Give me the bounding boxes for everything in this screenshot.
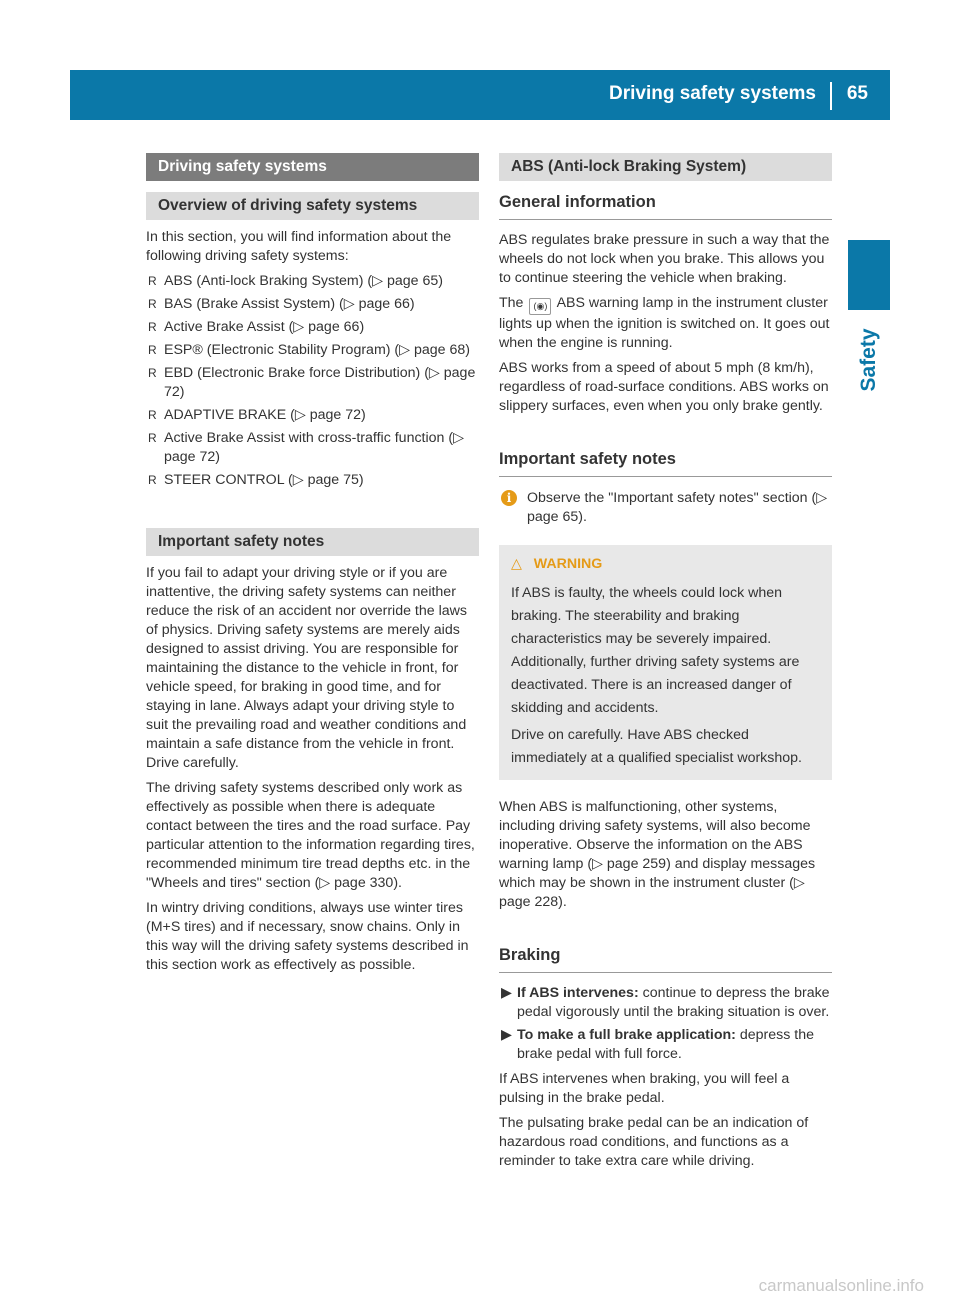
warning-paragraph: Drive on carefully. Have ABS checked immediately at a qualified specialist workshop. [511,727,802,766]
page-header [70,70,890,120]
header-title: Driving safety systems [609,83,816,104]
list-item: R Active Brake Assist with cross-traffic function (▷ page 72) [148,430,465,465]
general-paragraph: ABS works from a speed of about 5 mph (8 km/h), regardless of road-surface conditions. ABS works on slippery surfaces, even when you only brake gently. [499,360,829,414]
bullet-r-icon: R [148,431,157,445]
info-icon: i [501,490,517,506]
important-paragraph: The driving safety systems described only work as effectively as possible when there is adequate contact between the tires and the road surface. Pay particular attention to the information regarding tires, recommended minimum tire tread depths etc. in the "Wheels and tires" section (▷ page 330). [146,780,475,891]
bullet-r-icon: R [148,274,157,288]
systems-list [146,272,479,490]
bullet-r-icon: R [148,473,157,487]
watermark: carmanualsonline.info [758,1276,924,1295]
right-column [499,153,832,1177]
list-item: R EBD (Electronic Brake force Distribution) (▷ page 72) [148,365,476,400]
overview-bar: Overview of driving safety systems [146,192,479,220]
bullet-r-icon: R [148,408,157,422]
warning-header: △ WARNING [511,556,603,572]
important-bar: Important safety notes [146,528,479,556]
warning-triangle-icon: △ [511,556,522,572]
bullet-r-icon: R [148,297,157,311]
braking-paragraph: The pulsating brake pedal can be an indication of hazardous road conditions, and functions as a reminder to take extra care while driving. [499,1115,809,1169]
step-arrow-icon: ▶ [501,1027,512,1043]
warning-box [499,545,832,780]
list-item: R ADAPTIVE BRAKE (▷ page 72) [148,407,366,423]
malfunction-paragraph: When ABS is malfunctioning, other systems, including driving safety systems, will also become inoperative. Observe the information on the ABS warning lamp (▷ page 259) and display messages which may be shown in the instrument cluster (▷ page 228). [499,799,816,910]
list-item: ▶ If ABS intervenes: continue to depress the brake pedal vigorously until the braking situation is over. [501,985,830,1020]
side-tab-label: Safety [857,328,880,392]
overview-intro: In this section, you will find information about the following driving safety systems: [146,229,452,264]
list-item: R ESP® (Electronic Stability Program) (▷ page 68) [148,342,471,358]
info-note: i Observe the "Important safety notes" section (▷ page 65). [499,489,832,527]
left-column [146,153,479,981]
list-item: R STEER CONTROL (▷ page 75) [148,472,364,488]
braking-paragraph: If ABS intervenes when braking, you will feel a pulsing in the brake pedal. [499,1071,790,1106]
braking-steps [499,984,832,1064]
list-item: R ABS (Anti-lock Braking System) (▷ page 65) [148,273,443,289]
abs-bar: ABS (Anti-lock Braking System) [499,153,832,181]
side-tab-label-area [848,240,890,430]
general-heading: General information [499,193,832,220]
bullet-r-icon: R [148,320,157,334]
important-heading: Important safety notes [499,450,832,477]
step-arrow-icon: ▶ [501,985,512,1001]
important-paragraph: If you fail to adapt your driving style or if you are inattentive, the driving safety systems can neither reduce the risk of an accident nor override the laws of physics. Driving safety systems are merely aids designed to assist driving. You are responsible for maintaining the distance to the vehicle in front, for vehicle speed, for braking in good time, and for staying in lane. Always adapt your driving style to suit the prevailing road and weather conditions and maintain a safe distance from the vehicle in front. Drive carefully. [146,565,467,771]
list-item: ▶ To make a full brake application: depress the brake pedal with full force. [501,1027,815,1062]
section-bar: Driving safety systems [146,153,479,181]
warning-paragraph: If ABS is faulty, the wheels could lock when braking. The steerability and braking characteristics may be severely impaired. Additionally, further driving safety systems are deactivated. There is an increased danger of skidding and accidents. [511,585,800,716]
list-item: R BAS (Brake Assist System) (▷ page 66) [148,296,415,312]
bullet-r-icon: R [148,343,157,357]
abs-lamp-icon: (◉) [529,298,551,315]
bullet-r-icon: R [148,366,157,380]
page-number: 65 [846,83,868,104]
general-paragraph: ABS regulates brake pressure in such a way that the wheels do not lock when you brake. This allows you to continue steering the vehicle when braking. [499,232,830,286]
header-divider [830,82,832,110]
list-item: R Active Brake Assist (▷ page 66) [148,319,365,335]
general-paragraph: The (◉) ABS warning lamp in the instrument cluster lights up when the ignition is switched on. It goes out when the engine is running. [499,295,830,351]
braking-heading: Braking [499,946,832,973]
important-paragraph: In wintry driving conditions, always use winter tires (M+S tires) and if necessary, snow chains. Only in this way will the driving safety systems described in this section work as effectively as possible. [146,900,469,973]
